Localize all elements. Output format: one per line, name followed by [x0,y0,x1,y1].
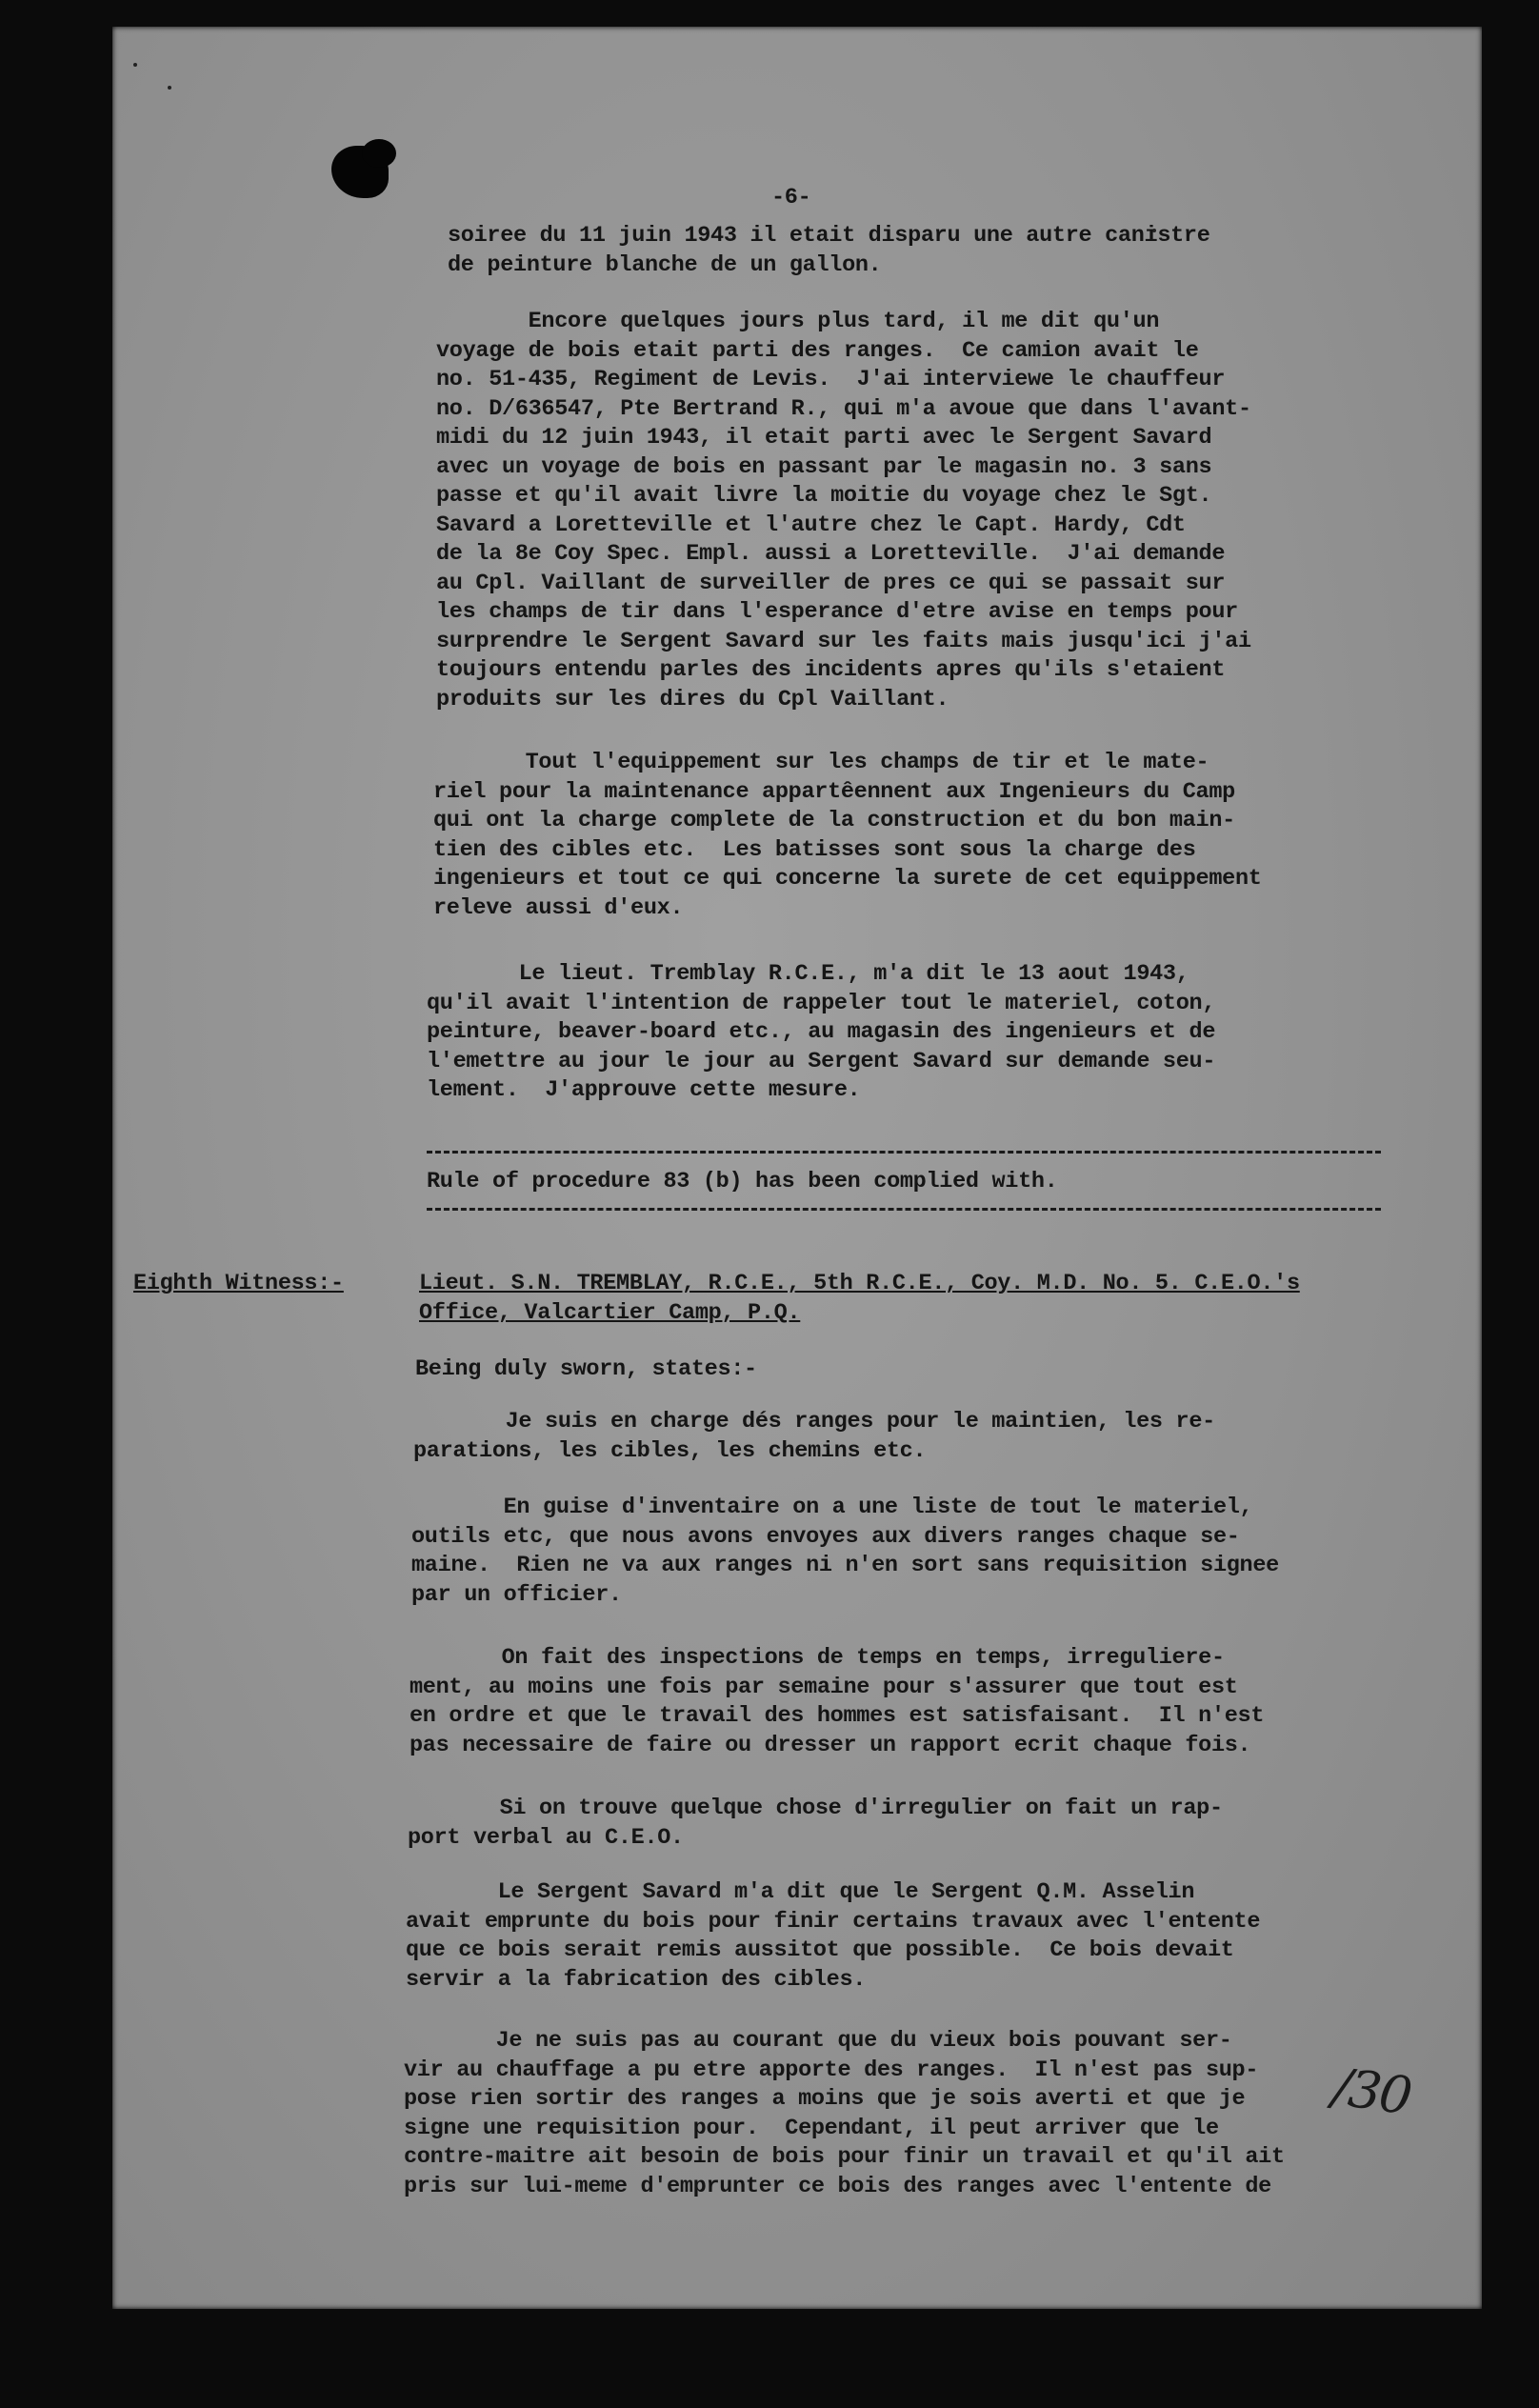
dashed-rule [427,1151,1381,1154]
testimony-paragraph: Si on trouve quelque chose d'irregulier on fait un rap- port verbal au C.E.O. [408,1796,1223,1851]
witness-label: Eighth Witness:- [133,1271,344,1296]
page-number: -6- [771,185,811,211]
testimony-paragraph: On fait des inspections de temps en temps, irreguliere- ment, au moins une fois par semaine pour s'assurer que tout est en ordre et que le travail des hommes est satisfaisant. Il n'est pas necessaire de faire ou dresser un rapport ecrit chaque fois. [410,1645,1265,1758]
testimony-paragraph: Le Sergent Savard m'a dit que le Sergent Q.M. Asselin avait emprunte du bois pour finir certains travaux avec l'entente que ce bois serait remis aussitot que possible. Ce bois devait servir a la fabrication des cibles. [406,1879,1261,1993]
document-page [112,27,1482,2309]
paragraph-continuation: soiree du 11 juin 1943 il etait disparu une autre canistre de peinture blanche de un gallon. [448,223,1210,278]
witness-heading: Lieut. S.N. TREMBLAY, R.C.E., 5th R.C.E., Coy. M.D. No. 5. C.E.O.'s Office, Valcartier Camp, P.Q. [419,1271,1300,1326]
paragraph-lieut-tremblay: Le lieut. Tremblay R.C.E., m'a dit le 13 aout 1943, qu'il avait l'intention de rappeler tout le materiel, coton, peinture, beaver-board etc., au magasin des ingenieurs et de l'emettre au jour le jour au Sergent Savard sur demande seu- lement. J'approuve cette mesure. [427,961,1216,1103]
sworn-line: Being duly sworn, states:- [415,1356,757,1382]
paragraph-encore: Encore quelques jours plus tard, il me dit qu'un voyage de bois etait parti des ranges. Ce camion avait le no. 51-435, Regiment de Levis. J'ai interviewe le chauffeur no. D/636547, Pte Bertrand R., qui m'a avoue que dans l'avant- midi du 12 juin 1943, il etait parti avec le Sergent Savard avec un voyage de bois en passant par le magasin no. 3 sans passe et qu'il avait livre la moitie du voyage chez le Sgt. Savard a Loretteville et l'autre chez le Capt. Hardy, Cdt de la 8e Coy Spec. Empl. aussi a Loretteville. J'ai demande au Cpl. Vaillant de surveiller de pres ce qui se passait sur les champs de tir dans l'esperance d'etre avise en temps pour surprendre le Sergent Savard sur les faits mais jusqu'ici j'ai toujours entendu parles des incidents apres qu'ils s'etaient produits sur les dires du Cpl Vaillant. [436,309,1251,712]
procedure-note: Rule of procedure 83 (b) has been complied with. [427,1169,1058,1194]
margin-annotation: /30 [1329,2056,1414,2127]
testimony-paragraph: Je suis en charge dés ranges pour le maintien, les re- parations, les cibles, les chemins etc. [413,1409,1215,1464]
paragraph-equippement: Tout l'equippement sur les champs de tir et le mate- riel pour la maintenance appartêennent aux Ingenieurs du Camp qui ont la charge complete de la construction et du bon main- tien des cibles etc. Les batisses sont sous la charge des ingenieurs et tout ce qui concerne la surete de cet equippement releve aussi d'eux. [433,750,1262,921]
testimony-paragraph: Je ne suis pas au courant que du vieux bois pouvant ser- vir au chauffage a pu etre apporte des ranges. Il n'est pas sup- pose rien sortir des ranges a moins que je sois averti et que je signe une requisition pour. Cependant, il peut arriver que le contre-maitre ait besoin de bois pour finir un travail et qu'il ait pris sur lui-meme d'emprunter ce bois des ranges avec l'entente de [404,2028,1285,2199]
testimony-paragraph: En guise d'inventaire on a une liste de tout le materiel, outils etc, que nous avons envoyes aux divers ranges chaque se- maine. Rien ne va aux ranges ni n'en sort sans requisition signee par un officier. [411,1495,1279,1608]
dashed-rule [427,1208,1381,1211]
